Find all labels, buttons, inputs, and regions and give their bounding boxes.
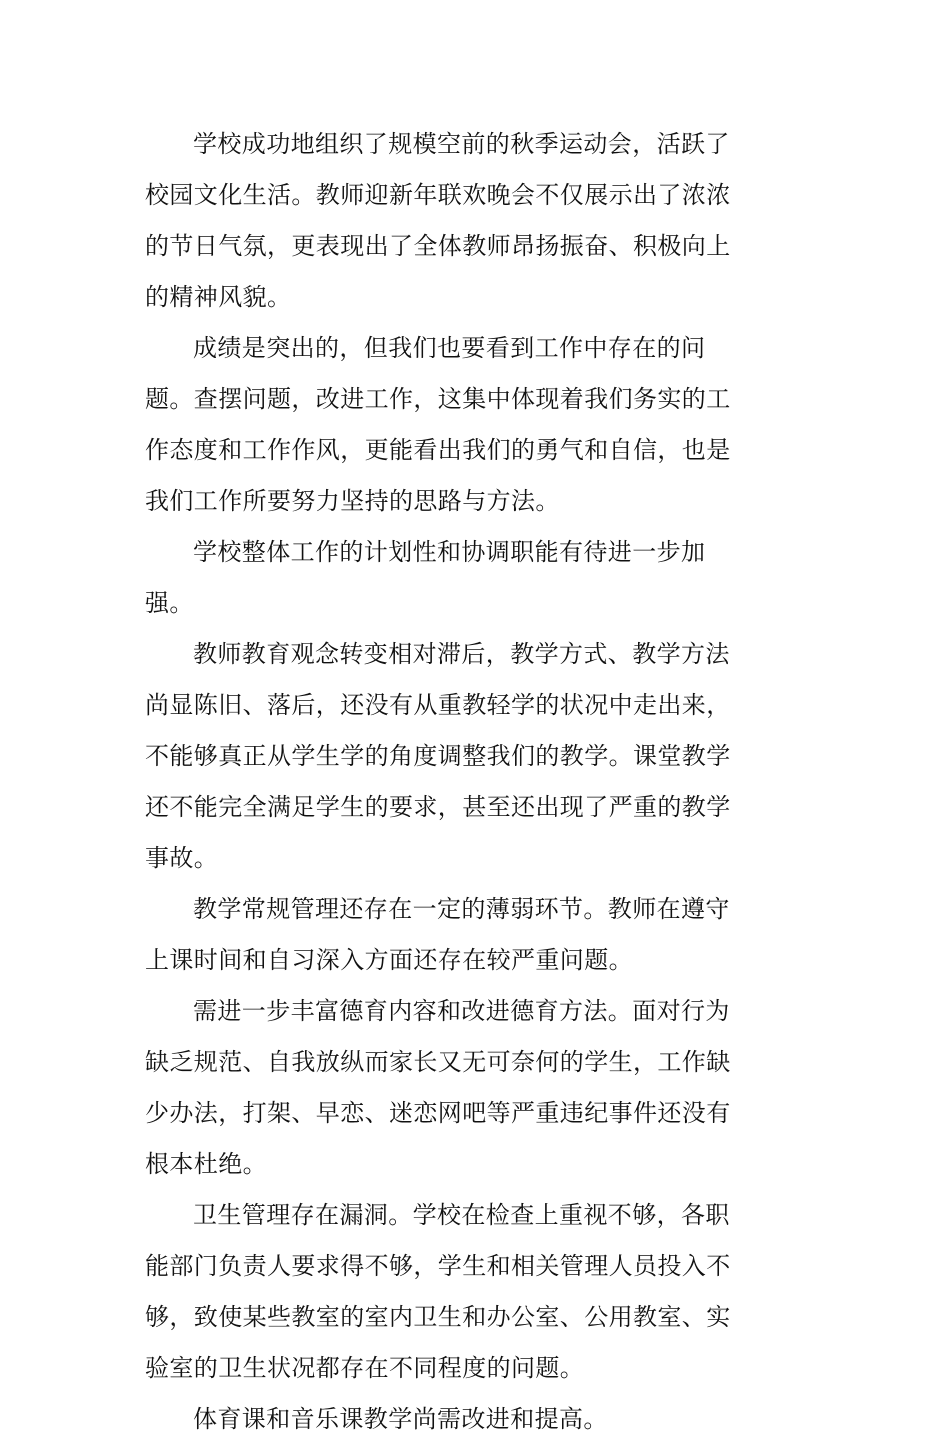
paragraph-sports-meet: 学校成功地组织了规模空前的秋季运动会，活跃了校园文化生活。教师迎新年联欢晚会不仅展示出了浓浓的节日气氛，更表现出了全体教师昂扬振奋、积极向上的精神风貌。	[145, 130, 731, 311]
paragraph-hygiene: 卫生管理存在漏洞。学校在检查上重视不够，各职能部门负责人要求得不够，学生和相关管理人员投入不够，致使某些教室的室内卫生和办公室、公用教室、实验室的卫生状况都存在不同程度的问题。	[145, 1201, 731, 1382]
paragraph-planning: 学校整体工作的计划性和协调职能有待进一步加强。	[145, 538, 706, 617]
document-body	[145, 119, 745, 1445]
paragraph-achievements-problems: 成绩是突出的，但我们也要看到工作中存在的问题。查摆问题，改进工作，这集中体现着我们务实的工作态度和工作作风，更能看出我们的勇气和自信，也是我们工作所要努力坚持的思路与方法。	[145, 334, 731, 515]
paragraph-pe-music: 体育课和音乐课教学尚需改进和提高。	[193, 1405, 608, 1433]
paragraph-moral-education: 需进一步丰富德育内容和改进德育方法。面对行为缺乏规范、自我放纵而家长又无可奈何的学生，工作缺少办法，打架、早恋、迷恋网吧等严重违纪事件还没有根本杜绝。	[145, 997, 731, 1178]
paragraph-routine-management: 教学常规管理还存在一定的薄弱环节。教师在遵守上课时间和自习深入方面还存在较严重问题。	[145, 895, 730, 974]
paragraph-teaching-concepts: 教师教育观念转变相对滞后，教学方式、教学方法尚显陈旧、落后，还没有从重教轻学的状况中走出来，不能够真正从学生学的角度调整我们的教学。课堂教学还不能完全满足学生的要求，甚至还出现了严重的教学事故。	[145, 640, 731, 872]
